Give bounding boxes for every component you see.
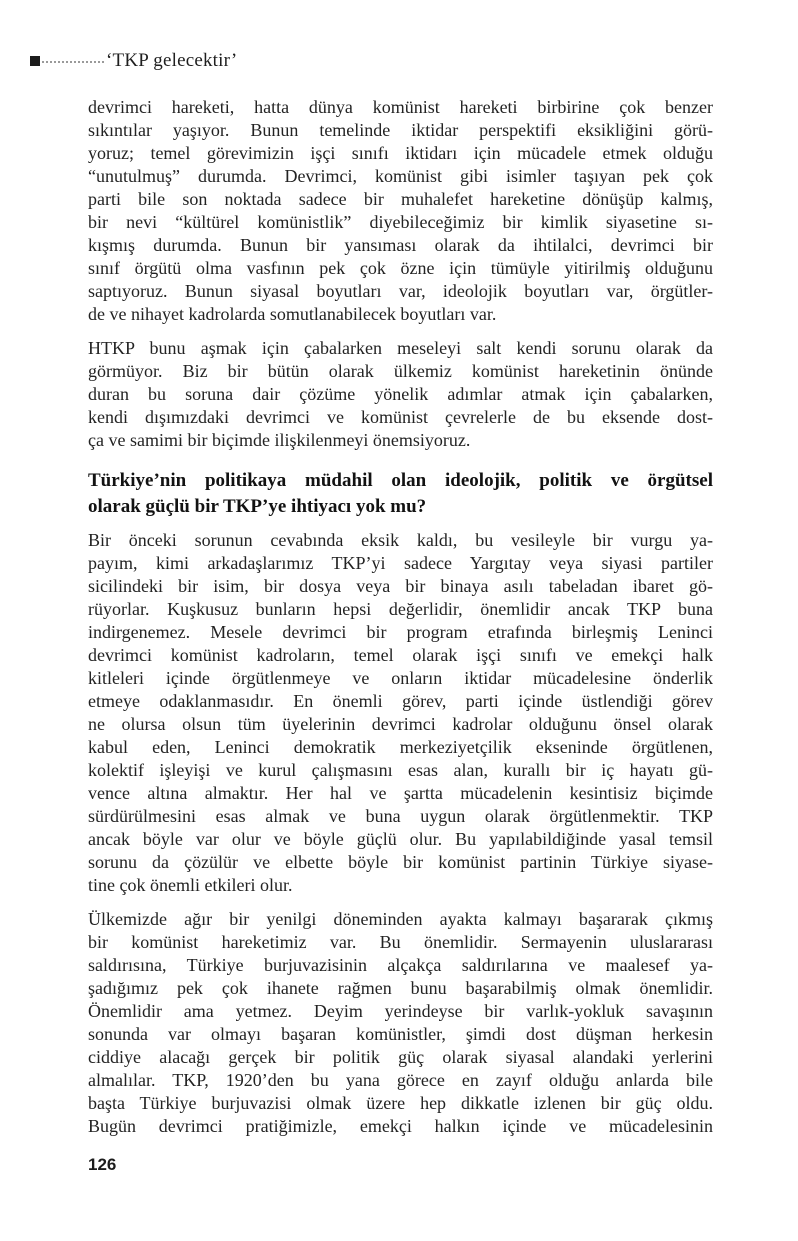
running-header <box>30 50 237 72</box>
text-line: vence altına almaktır. Her hal ve şartta mücadelenin kesintisiz biçimde <box>88 783 713 803</box>
text-line: bir komünist hareketimiz var. Bu önemlidir. Sermayenin uluslararası <box>88 932 713 952</box>
text-line: kışmış durumda. Bunun bir yansıması olarak da ihtilalci, devrimci bir <box>88 235 713 255</box>
paragraph <box>88 908 713 1138</box>
text-line: görmüyor. Biz bir bütün olarak ülkemiz komünist hareketinin önünde <box>88 361 713 381</box>
text-line: almalılar. TKP, 1920’den bu yana görece en zayıf olduğu anlarda bile <box>88 1070 713 1090</box>
text-line: Bugün devrimci pratiğimizle, emekçi halkın içinde ve mücadelesinin <box>88 1116 713 1136</box>
text-line: sonunda var olmayı başaran komünistler, şimdi dost düşman herkesin <box>88 1024 713 1044</box>
text-line: bir nevi “kültürel komünistlik” diyebileceğimiz bir kimlik siyasetine sı- <box>88 212 713 232</box>
text-line: ancak böyle var olur ve böyle güçlü olur. Bu yapılabildiğinde yasal temsil <box>88 829 713 849</box>
text-line: sürdürülmesini esas almak ve buna uygun olarak örgütlenmektir. TKP <box>88 806 713 826</box>
text-line: Türkiye’nin politikaya müdahil olan ideolojik, politik ve örgütsel <box>88 470 713 491</box>
text-line: olarak güçlü bir TKP’ye ihtiyacı yok mu? <box>88 496 427 517</box>
text-line: kitleleri içinde örgütlenmeye ve onların iktidar mücadelesine önderlik <box>88 668 713 688</box>
text-line: ça ve samimi bir biçimde ilişkilenmeyi önemsiyoruz. <box>88 430 471 450</box>
text-line: kabul eden, Leninci demokratik merkeziyetçilik ekseninde örgütlenen, <box>88 737 713 757</box>
text-line: parti bile son noktada sadece bir muhalefet hareketine dönüşüp kalmış, <box>88 189 713 209</box>
text-line: “unutulmuş” durumda. Devrimci, komünist gibi isimler taşıyan pek çok <box>88 166 713 186</box>
text-line: kendi dışımızdaki devrimci ve komünist çevrelerle de bu eksende dost- <box>88 407 713 427</box>
text-line: saldırısına, Türkiye burjuvazisinin alçakça saldırılarına ve maalesef ya- <box>88 955 713 975</box>
text-line: sorunu da çözülür ve elbette böyle bir komünist partinin Türkiye siyase- <box>88 852 713 872</box>
text-line: sıkıntılar yaşıyor. Bunun temelinde iktidar perspektifi eksikliğini görü- <box>88 120 713 140</box>
text-line: başta Türkiye burjuvazisi olmak üzere hep dikkatle izlenen bir güç oldu. <box>88 1093 713 1113</box>
text-line: devrimci komünist kadroların, temel olarak işçi sınıfı ve emekçi halk <box>88 645 713 665</box>
text-line: ciddiye alacağı gerçek bir politik güç olarak siyasal alandaki yerlerini <box>88 1047 713 1067</box>
text-line: payım, kimi arkadaşlarımız TKP’yi sadece Yargıtay veya siyasi partiler <box>88 553 713 573</box>
running-header-title: ‘TKP gelecektir’ <box>106 50 238 71</box>
paragraph <box>88 529 713 897</box>
text-line: sınıf örgütü olma vasfının pek çok özne için tümüyle yitirilmiş olduğunu <box>88 258 713 278</box>
text-line: saptıyoruz. Bunun siyasal boyutları var, ideolojik boyutları var, örgütler- <box>88 281 713 301</box>
text-line: de ve nihayet kadrolarda somutlanabilecek boyutları var. <box>88 304 497 324</box>
square-bullet-icon <box>30 56 40 66</box>
text-line: Ülkemizde ağır bir yenilgi döneminden ayakta kalmayı başararak çıkmış <box>88 909 713 929</box>
text-line: şadığımız pek çok ihanete rağmen bunu başarabilmiş olmak önemlidir. <box>88 978 713 998</box>
text-line: Bir önceki sorunun cevabında eksik kaldı, bu vesileyle bir vurgu ya- <box>88 530 713 550</box>
text-line: kolektif işleyişi ve kurul çalışmasını esas alan, kurallı bir iç hayatı gü- <box>88 760 713 780</box>
text-line: indirgenemez. Mesele devrimci bir program etrafında birleşmiş Leninci <box>88 622 713 642</box>
text-line: ne olursa olsun tüm üyelerinin devrimci kadrolar olduğunu önsel olarak <box>88 714 713 734</box>
text-line: HTKP bunu aşmak için çabalarken meseleyi salt kendi sorunu olarak da <box>88 338 713 358</box>
page-body <box>88 96 713 1149</box>
dotted-rule <box>42 61 104 63</box>
text-line: yoruz; temel görevimizin işçi sınıfı iktidarı için mücadele etmek olduğu <box>88 143 713 163</box>
text-line: rüyorlar. Kuşkusuz bunların hepsi değerlidir, önemlidir ancak TKP buna <box>88 599 713 619</box>
text-line: sicilindeki bir isim, bir dosya veya bir binaya asılı tabeladan ibaret gö- <box>88 576 713 596</box>
text-line: duran bu soruna dair çözüme yönelik adımlar atmak için çabalarken, <box>88 384 713 404</box>
text-line: devrimci hareketi, hatta dünya komünist hareketi birbirine çok benzer <box>88 97 713 117</box>
paragraph <box>88 337 713 452</box>
text-line: Önemlidir ama yetmez. Deyim yerindeyse bir varlık-yokluk savaşının <box>88 1001 713 1021</box>
text-line: etmeye odaklanmasıdır. En önemli görev, parti içinde üstlendiği görev <box>88 691 713 711</box>
paragraph <box>88 96 713 326</box>
section-heading <box>88 468 713 520</box>
text-line: tine çok önemli etkileri olur. <box>88 875 293 895</box>
page-number: 126 <box>88 1155 117 1174</box>
